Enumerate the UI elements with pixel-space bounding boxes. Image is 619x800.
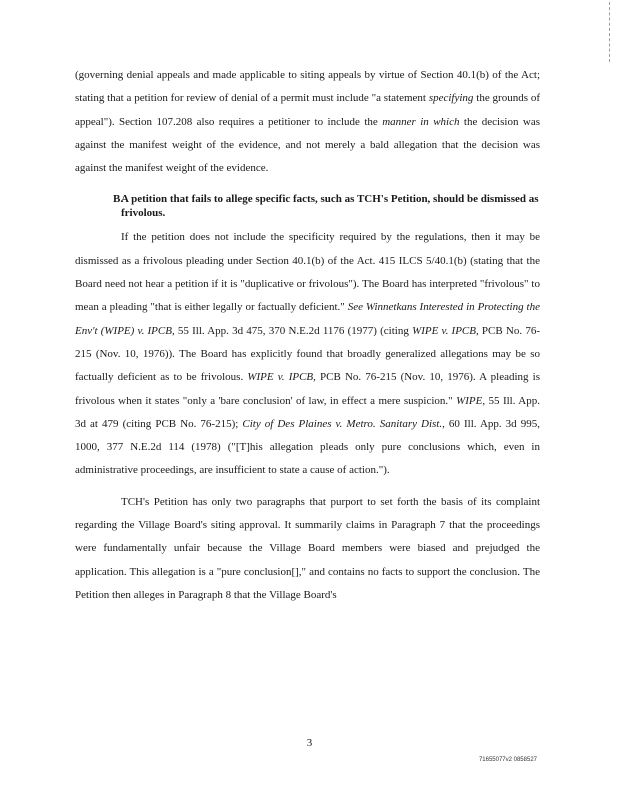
paragraph-1: (governing denial appeals and made applicable to siting appeals by virtue of Section 40.1(b) of the Act; stating that a petition for review of denial of a permit must include "a statement specifying the grounds of appeal"). Section 107.208 also requires a petitioner to include the manner in which the decision was against the manifest weight of the evidence, and not merely a bald allegation that the decision was against the manifest weight of the evidence.: [75, 69, 540, 175]
page-number: 3: [306, 737, 313, 749]
paragraph-2: If the petition does not include the specificity required by the regulations, then it may be dismissed as a frivolous pleading under Section 40.1(b) of the Act. 415 ILCS 5/40.1(b) (stating that the Board need not hear a petition if it is "duplicative or frivolous"). The Board has interpreted "frivolous" to mean a pleading "that is either legally or factually deficient." See Winnetkans Interested in Protecting the Env't (WIPE) v. IPCB, 55 Ill. App. 3d 475, 370 N.E.2d 1176 (1977) (citing WIPE v. IPCB, PCB No. 76-215 (Nov. 10, 1976)). The Board has explicitly found that broadly generalized allegations may be so factually deficient as to be frivolous. WIPE v. IPCB, PCB No. 76-215 (Nov. 10, 1976). A pleading is frivolous when it states "only a 'bare conclusion' of law, in effect a mere suspicion." WIPE, 55 Ill. App. 3d at 479 (citing PCB No. 76-215); City of Des Plaines v. Metro. Sanitary Dist., 60 Ill. App. 3d 995, 1000, 377 N.E.2d 114 (1978) ("[T]his allegation pleads only pure conclusions which, even in administrative proceedings, are insufficient to state a cause of action.").: [75, 231, 540, 477]
section-title: A petition that fails to allege specific facts, such as TCH's Petition, should be dismissed as frivolous.: [121, 193, 539, 220]
paragraph-3: TCH's Petition has only two paragraphs that purport to set forth the basis of its complaint regarding the Village Board's siting approval. It summarily claims in Paragraph 7 that the proceedings were fundamentally unfair because the Village Board members were biased and prejudged the application. This allegation is a "pure conclusion[]," and contains no facts to support the conclusion. The Petition then alleges in Paragraph 8 that the Village Board's: [75, 495, 540, 601]
section-letter: B.: [113, 193, 124, 206]
section-heading-b: [75, 192, 540, 220]
body-text: [75, 64, 540, 607]
scan-edge-marks: [609, 2, 612, 62]
document-id: 71655077v2 0858527: [478, 757, 537, 763]
